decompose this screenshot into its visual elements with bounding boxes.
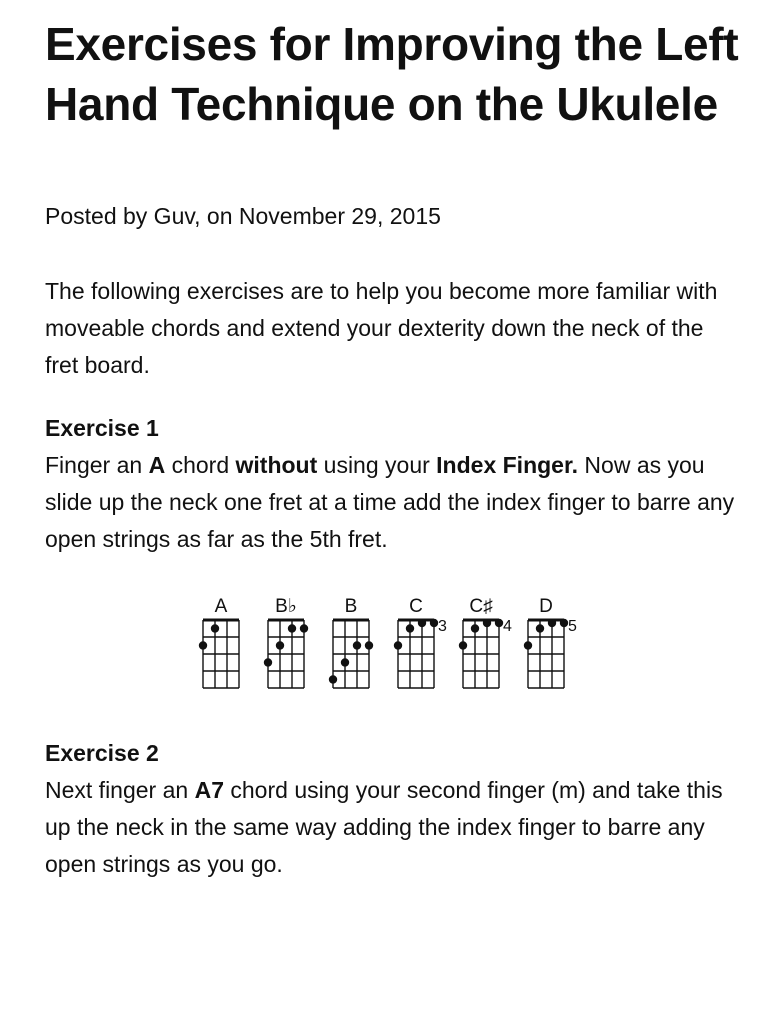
fret-number-label: 4 [503, 618, 512, 635]
chord-name-label: C [409, 596, 423, 617]
finger-dot [211, 624, 219, 632]
finger-dot [329, 675, 337, 683]
intro-paragraph: The following exercises are to help you become more familiar with moveable chords and extend your dexterity down the neck of the fret board. [45, 278, 718, 378]
exercise-2-paragraph: Next finger an A7 chord using your second finger (m) and take this up the neck in the same way adding the index finger to barre any open strings as you go. [45, 777, 723, 877]
finger-dot [288, 624, 296, 632]
fret-number-label: 5 [568, 618, 577, 635]
exercise-1-paragraph: Finger an A chord without using your Index Finger. Now as you slide up the neck one fret at a time add the index finger to barre any open strings as far as the 5th fret. [45, 452, 735, 552]
finger-dot [264, 658, 272, 666]
page-title: Exercises for Improving the Left Hand Technique on the Ukulele [45, 18, 739, 130]
finger-dot [341, 658, 349, 666]
finger-dot [418, 619, 426, 627]
exercise-1-heading: Exercise 1 [45, 415, 159, 441]
finger-dot [199, 641, 207, 649]
chord-name-label: A [214, 596, 228, 617]
chord-diagram [394, 596, 447, 688]
fret-number-label: 3 [438, 618, 447, 635]
finger-dot [471, 624, 479, 632]
chord-diagram [199, 596, 239, 688]
finger-dot [495, 619, 503, 627]
finger-dot [483, 619, 491, 627]
finger-dot [300, 624, 308, 632]
finger-dot [536, 624, 544, 632]
chord-name-label: B [344, 596, 358, 617]
exercise-2-heading: Exercise 2 [45, 740, 159, 766]
finger-dot [560, 619, 568, 627]
finger-dot [430, 619, 438, 627]
chord-diagram [524, 596, 577, 688]
finger-dot [394, 641, 402, 649]
finger-dot [459, 641, 467, 649]
chord-name-label: B♭ [275, 596, 297, 617]
chord-diagram [459, 596, 512, 688]
finger-dot [276, 641, 284, 649]
finger-dot [524, 641, 532, 649]
finger-dot [365, 641, 373, 649]
chord-diagram [264, 596, 308, 688]
chord-name-label: D [539, 596, 553, 617]
post-meta: Posted by Guv, on November 29, 2015 [45, 203, 441, 229]
finger-dot [353, 641, 361, 649]
chord-name-label: C♯ [469, 596, 493, 617]
chord-diagrams [190, 590, 590, 710]
chord-diagram [329, 596, 373, 688]
finger-dot [406, 624, 414, 632]
finger-dot [548, 619, 556, 627]
